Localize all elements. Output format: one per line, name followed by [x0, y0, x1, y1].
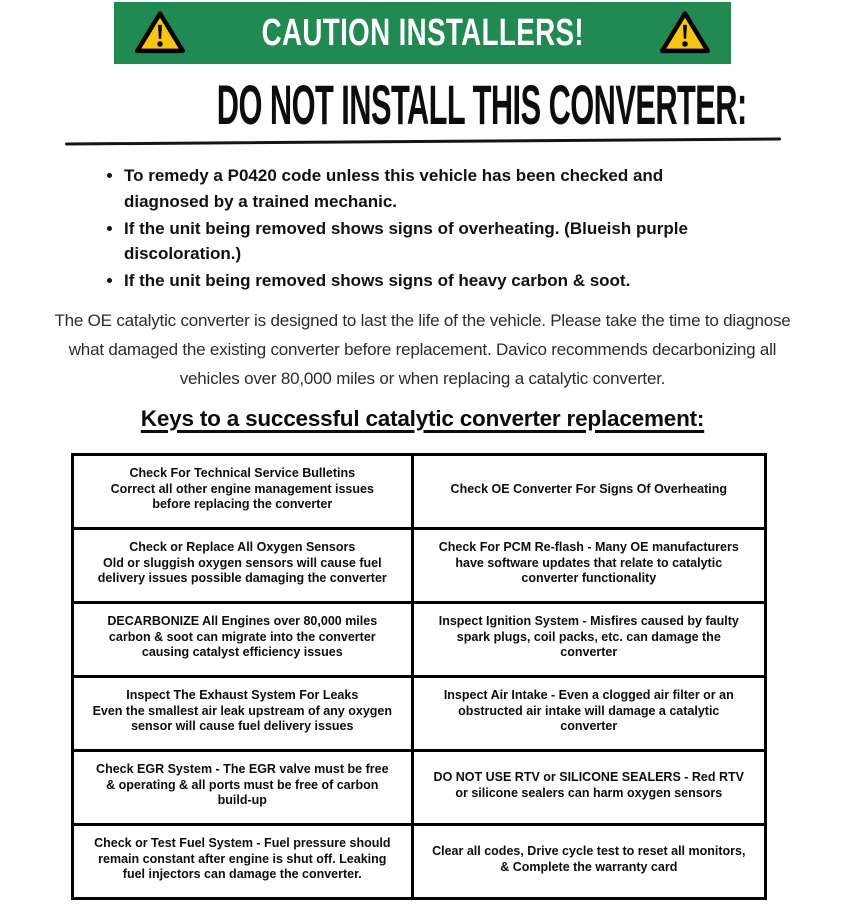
cell-title: Clear all codes, Drive cycle test to reset all monitors, & Complete the warranty card — [432, 844, 746, 874]
cell-title: Check or Replace All Oxygen Sensors — [129, 540, 356, 555]
cell-title: Check or Test Fuel System - Fuel pressure should remain constant after engine is shut off. Leaking fuel injectors can damage the converter. — [94, 836, 391, 882]
table-row — [73, 529, 766, 603]
oe-converter-paragraph — [0, 306, 845, 393]
warning-triangle-icon — [134, 10, 186, 56]
keys-table — [71, 453, 767, 900]
caution-flyer — [0, 2, 845, 921]
cell-title: Check OE Converter For Signs Of Overheating — [450, 481, 727, 496]
cell-title: Inspect The Exhaust System For Leaks — [126, 688, 359, 703]
table-cell — [73, 751, 413, 825]
table-row — [73, 677, 766, 751]
cell-title: Check EGR System - The EGR valve must be free & operating & all ports must be free of carbon build-up — [96, 762, 389, 808]
cell-title: DO NOT USE RTV or SILICONE SEALERS - Red RTV or silicone sealers can harm oxygen sensors — [433, 770, 744, 800]
cell-title: Check For Technical Service Bulletins — [129, 466, 356, 481]
caution-banner — [114, 2, 731, 64]
divider-line — [64, 138, 780, 146]
keys-heading: Keys to a successful catalytic converter replacement: — [140, 406, 705, 432]
table-cell — [412, 529, 765, 603]
cell-title: DECARBONIZE All Engines over 80,000 miles carbon & soot can migrate into the converter causing catalyst efficiency issues — [107, 614, 378, 660]
table-cell — [412, 751, 765, 825]
cell-body: Old or sluggish oxygen sensors will cause fuel delivery issues possible damaging the converter — [97, 555, 387, 586]
cell-title: Check For PCM Re-flash - Many OE manufacturers have software updates that relate to catalytic converter functionality — [438, 540, 739, 586]
paragraph-line: what damaged the existing converter before replacement. Davico recommends decarbonizing all — [68, 340, 777, 360]
paragraph-line: The OE catalytic converter is designed to last the life of the vehicle. Please take the time to diagnose — [54, 311, 791, 331]
table-cell — [412, 825, 765, 899]
table-row — [73, 455, 766, 529]
page-title — [0, 73, 845, 136]
cell-body: Correct all other engine management issues before replacing the converter — [110, 481, 374, 512]
table-cell — [412, 603, 765, 677]
table-cell — [73, 603, 413, 677]
cell-title: Inspect Ignition System - Misfires caused by faulty spark plugs, coil packs, etc. can damage the converter — [438, 614, 739, 660]
warning-list — [104, 163, 704, 294]
table-row — [73, 603, 766, 677]
table-row — [73, 751, 766, 825]
list-item: • If the unit being removed shows signs of overheating. (Blueish purple discoloration.) — [124, 216, 704, 268]
warning-triangle-icon — [659, 10, 711, 56]
cell-body: Even the smallest air leak upstream of any oxygen sensor will cause fuel delivery issues — [92, 703, 392, 734]
table-cell — [73, 825, 413, 899]
paragraph-line: vehicles over 80,000 miles or when replacing a catalytic converter. — [179, 369, 666, 389]
cell-title: Inspect Air Intake - Even a clogged air filter or an obstructed air intake will damage a catalytic converter — [443, 688, 734, 734]
table-cell — [73, 677, 413, 751]
page-title-text: DO NOT INSTALL THIS CONVERTER: — [216, 73, 747, 136]
table-cell — [73, 529, 413, 603]
table-row — [73, 825, 766, 899]
banner-title: CAUTION INSTALLERS! — [261, 11, 584, 54]
table-cell — [73, 455, 413, 529]
list-item: • If the unit being removed shows signs of heavy carbon & soot. — [124, 268, 704, 294]
table-cell — [412, 677, 765, 751]
table-cell — [412, 455, 765, 529]
list-item: • To remedy a P0420 code unless this vehicle has been checked and diagnosed by a trained mechanic. — [124, 163, 704, 215]
